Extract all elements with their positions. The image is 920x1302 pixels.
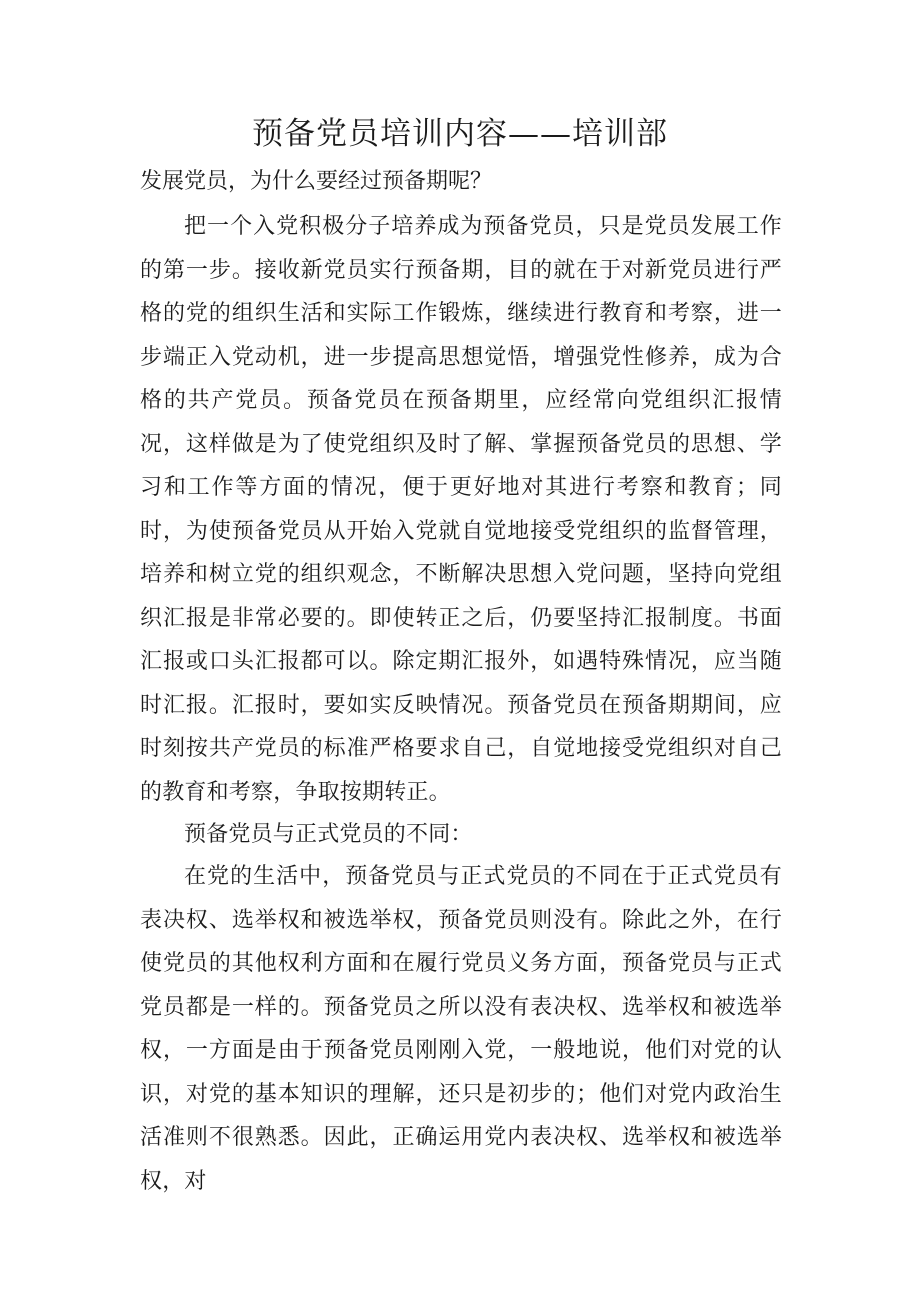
paragraph-probation-reason: 把一个入党积极分子培养成为预备党员，只是党员发展工作的第一步。接收新党员实行预备期，目的就在于对新党员进行严格的党的组织生活和实际工作锻炼，继续进行教育和考察，进一步端正入党动机，进一步提高思想觉悟，增强党性修养，成为合格的共产党员。预备党员在预备期里，应经常向党组织汇报情况，这样做是为了使党组织及时了解、掌握预备党员的思想、学习和工作等方面的情况，便于更好地对其进行考察和教育；同时，为使预备党员从开始入党就自觉地接受党组织的监督管理，培养和树立党的组织观念，不断解决思想入党问题，坚持向党组织汇报是非常必要的。即使转正之后，仍要坚持汇报制度。书面汇报或口头汇报都可以。除定期汇报外，如遇特殊情况，应当随时汇报。汇报时，要如实反映情况。预备党员在预备期期间，应时刻按共产党员的标准严格要求自己，自觉地接受党组织对自己的教育和考察，争取按期转正。 [140, 214, 782, 805]
document-title: 预备党员培训内容——培训部 [252, 116, 668, 152]
paragraph-difference-body: 在党的生活中，预备党员与正式党员的不同在于正式党员有表决权、选举权和被选举权，预备党员则没有。除此之外，在行使党员的其他权利方面和在履行党员义务方面，预备党员与正式党员都是一样的。预备党员之所以没有表决权、选举权和被选举权，一方面是由于预备党员刚刚入党，一般地说，他们对党的认识，对党的基本知识的理解，还只是初步的；他们对党内政治生活准则不很熟悉。因此，正确运用党内表决权、选举权和被选举权，对 [140, 864, 782, 1194]
document-subtitle: 发展党员，为什么要经过预备期呢？ [140, 169, 493, 194]
paragraph-difference-heading: 预备党员与正式党员的不同： [184, 822, 473, 847]
